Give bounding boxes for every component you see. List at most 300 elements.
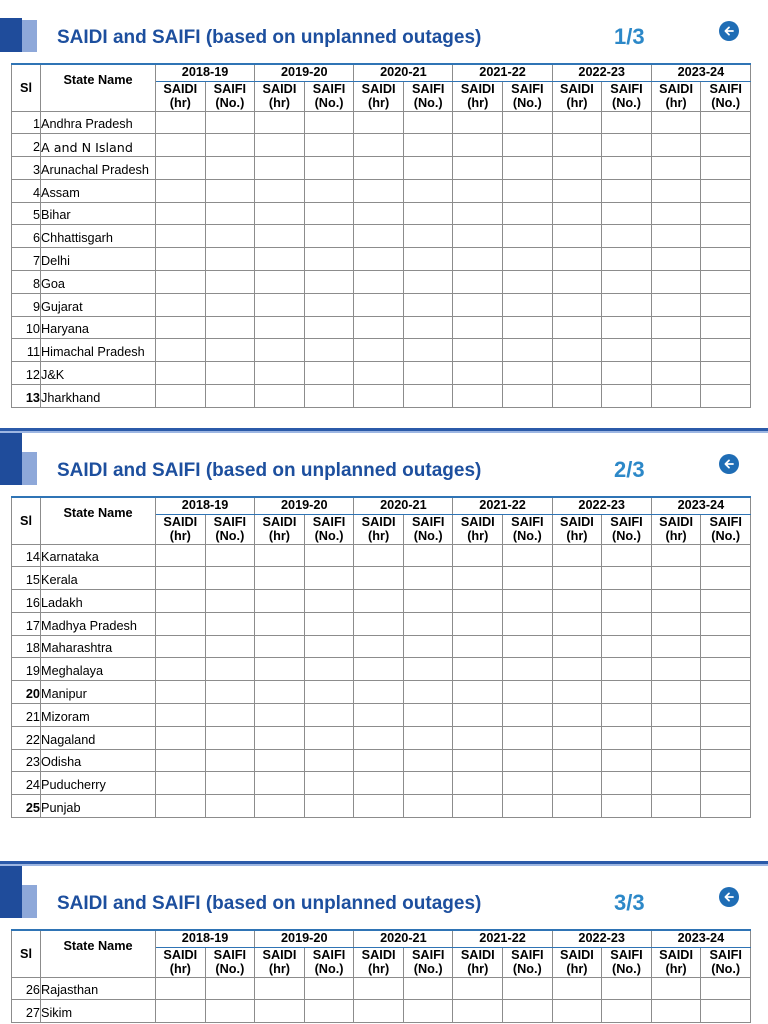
metric-unit: (hr) [467,962,489,976]
value-cell [602,248,652,271]
metric-name: SAIDI [460,82,495,96]
slide-title: SAIDI and SAIFI (based on unplanned outages) [57,893,482,914]
serial-number: 27 [12,1000,41,1023]
value-cell [602,1000,652,1023]
slide-panel [0,433,768,866]
value-cell [552,795,602,818]
value-cell [304,749,354,772]
value-cell [304,362,354,385]
value-cell [255,339,305,362]
value-cell [205,339,255,362]
serial-number: 8 [12,271,41,294]
value-cell [156,111,206,134]
serial-number: 13 [12,385,41,408]
serial-number: 15 [12,567,41,590]
slide-title: SAIDI and SAIFI (based on unplanned outages) [57,27,482,48]
metric-name: SAIDI [559,82,594,96]
value-cell [255,658,305,681]
metric-name: SAIDI [163,515,198,529]
value-cell [602,179,652,202]
value-cell [403,225,453,248]
value-cell [602,704,652,727]
value-cell [552,111,602,134]
value-cell [156,225,206,248]
value-cell [255,681,305,704]
state-name: Manipur [41,681,156,704]
state-name: Chhattisgarh [41,225,156,248]
value-cell [354,977,404,1000]
value-cell [255,179,305,202]
accent-block-light [22,452,37,485]
metric-unit: (No.) [413,529,443,543]
back-button[interactable] [719,21,739,41]
metric-header-saifi [304,514,354,544]
value-cell [205,544,255,567]
value-cell [403,726,453,749]
metric-header-saifi [403,947,453,977]
state-name: Mizoram [41,704,156,727]
value-cell [255,293,305,316]
value-cell [255,362,305,385]
value-cell [354,202,404,225]
metric-header-saidi [651,947,701,977]
value-cell [701,339,751,362]
column-header-state-name: State Name [41,930,156,977]
value-cell [701,385,751,408]
table-row [12,704,751,727]
page-indicator: 2/3 [614,457,645,482]
value-cell [156,293,206,316]
state-name: Goa [41,271,156,294]
value-cell [552,316,602,339]
value-cell [453,590,503,613]
value-cell [552,726,602,749]
value-cell [255,134,305,157]
accent-block-light [22,20,37,52]
slide-panel [0,0,768,433]
value-cell [701,772,751,795]
value-cell [205,658,255,681]
metric-header-saidi [552,514,602,544]
value-cell [453,612,503,635]
value-cell [651,726,701,749]
metric-header-saidi [354,514,404,544]
value-cell [354,681,404,704]
state-name: Puducherry [41,772,156,795]
value-cell [156,749,206,772]
metric-unit: (No.) [215,529,245,543]
value-cell [205,385,255,408]
metric-header-saidi [651,514,701,544]
value-cell [403,635,453,658]
state-name: Sikim [41,1000,156,1023]
serial-number: 25 [12,795,41,818]
value-cell [453,977,503,1000]
metric-unit: (hr) [665,529,687,543]
value-cell [354,271,404,294]
value-cell [403,111,453,134]
year-header: 2021-22 [453,64,552,81]
value-cell [304,271,354,294]
value-cell [205,293,255,316]
metric-unit: (No.) [612,962,641,976]
value-cell [304,704,354,727]
value-cell [156,704,206,727]
value-cell [701,681,751,704]
year-header: 2022-23 [552,930,651,947]
value-cell [503,590,553,613]
back-arrow-glyph [725,460,733,467]
value-cell [602,362,652,385]
state-name: Maharashtra [41,635,156,658]
table-row [12,544,751,567]
metric-name: SAIFI [411,82,445,96]
metric-header-saidi [453,947,503,977]
serial-number: 21 [12,704,41,727]
value-cell [602,202,652,225]
metric-header-saidi [255,514,305,544]
value-cell [156,248,206,271]
state-name: J&K [41,362,156,385]
metric-unit: (No.) [612,529,641,543]
value-cell [453,225,503,248]
value-cell [651,202,701,225]
value-cell [156,202,206,225]
value-cell [255,544,305,567]
back-button[interactable] [719,887,739,907]
metric-unit: (hr) [368,962,390,976]
table-row [12,1000,751,1023]
table-row [12,339,751,362]
value-cell [552,681,602,704]
value-cell [354,339,404,362]
metric-header-saidi [354,947,404,977]
serial-number: 5 [12,202,41,225]
state-name: Kerala [41,567,156,590]
metric-unit: (hr) [268,529,291,543]
metric-unit: (No.) [215,962,245,976]
value-cell [453,726,503,749]
value-cell [403,134,453,157]
year-header: 2023-24 [651,497,750,514]
value-cell [255,635,305,658]
value-cell [255,271,305,294]
metric-name: SAIDI [361,82,396,96]
value-cell [354,134,404,157]
metric-name: SAIDI [361,948,396,962]
value-cell [403,362,453,385]
value-cell [255,567,305,590]
value-cell [403,567,453,590]
value-cell [255,157,305,180]
metric-name: SAIDI [262,948,297,962]
value-cell [651,977,701,1000]
value-cell [552,612,602,635]
value-cell [552,1000,602,1023]
value-cell [354,795,404,818]
back-button[interactable] [719,454,739,474]
metric-header-saidi [156,514,206,544]
value-cell [503,316,553,339]
value-cell [453,772,503,795]
metric-unit: (hr) [566,96,588,110]
metric-unit: (No.) [711,962,741,976]
value-cell [701,362,751,385]
serial-number: 22 [12,726,41,749]
value-cell [552,202,602,225]
value-cell [205,179,255,202]
value-cell [503,225,553,248]
value-cell [304,567,354,590]
table-row [12,179,751,202]
state-name: A and N Island [41,134,156,157]
value-cell [503,385,553,408]
value-cell [602,385,652,408]
value-cell [651,111,701,134]
value-cell [354,111,404,134]
metric-unit: (No.) [512,96,542,110]
saidi-saifi-table [11,63,751,408]
table-row [12,316,751,339]
metric-header-saifi [701,947,751,977]
year-header: 2020-21 [354,64,453,81]
value-cell [552,248,602,271]
value-cell [403,977,453,1000]
value-cell [651,271,701,294]
year-header: 2021-22 [453,930,552,947]
value-cell [453,1000,503,1023]
table-header [12,930,751,977]
table-row [12,795,751,818]
value-cell [552,271,602,294]
metric-name: SAIFI [411,515,445,529]
value-cell [354,225,404,248]
value-cell [255,202,305,225]
slide-panel [0,866,768,1024]
value-cell [552,339,602,362]
back-arrow-icon [723,458,735,470]
metric-unit: (hr) [169,962,191,976]
state-name: Bihar [41,202,156,225]
value-cell [354,385,404,408]
year-header: 2021-22 [453,497,552,514]
value-cell [156,271,206,294]
serial-number: 1 [12,111,41,134]
value-cell [156,179,206,202]
metric-name: SAIDI [361,515,396,529]
value-cell [453,544,503,567]
value-cell [503,111,553,134]
value-cell [552,567,602,590]
serial-number: 17 [12,612,41,635]
value-cell [453,567,503,590]
value-cell [255,977,305,1000]
serial-number: 20 [12,681,41,704]
value-cell [255,772,305,795]
value-cell [354,635,404,658]
metric-name: SAIFI [511,82,544,96]
value-cell [205,225,255,248]
value-cell [453,704,503,727]
value-cell [205,316,255,339]
value-cell [552,385,602,408]
value-cell [156,681,206,704]
value-cell [354,658,404,681]
metric-header-saifi [503,514,553,544]
metric-unit: (No.) [711,529,741,543]
value-cell [403,157,453,180]
value-cell [651,316,701,339]
metric-header-saifi [205,81,255,111]
table-row [12,293,751,316]
value-cell [156,385,206,408]
value-cell [701,704,751,727]
state-name: Ladakh [41,590,156,613]
value-cell [552,293,602,316]
value-cell [304,795,354,818]
value-cell [651,179,701,202]
value-cell [156,612,206,635]
value-cell [602,339,652,362]
metric-name: SAIFI [213,82,247,96]
state-name: Andhra Pradesh [41,111,156,134]
value-cell [701,225,751,248]
value-cell [503,339,553,362]
table-body [12,977,751,1023]
table-row [12,385,751,408]
value-cell [503,658,553,681]
back-arrow-icon [723,25,735,37]
value-cell [354,726,404,749]
value-cell [701,271,751,294]
value-cell [403,795,453,818]
value-cell [651,590,701,613]
value-cell [354,772,404,795]
value-cell [503,772,553,795]
value-cell [255,316,305,339]
header-row-years [12,930,751,947]
metric-unit: (No.) [711,96,741,110]
value-cell [701,795,751,818]
column-header-sl: Sl [12,930,41,977]
table-row [12,590,751,613]
value-cell [354,362,404,385]
value-cell [552,362,602,385]
table-row [12,567,751,590]
value-cell [156,339,206,362]
back-arrow-glyph [725,893,733,900]
table-header [12,497,751,544]
metric-header-saidi [453,81,503,111]
value-cell [701,658,751,681]
value-cell [453,134,503,157]
value-cell [403,612,453,635]
value-cell [503,704,553,727]
value-cell [651,612,701,635]
value-cell [651,567,701,590]
metric-name: SAIDI [163,82,198,96]
accent-block-dark [0,18,22,52]
metric-name: SAIDI [163,948,198,962]
value-cell [255,749,305,772]
value-cell [701,612,751,635]
value-cell [453,681,503,704]
value-cell [354,293,404,316]
value-cell [156,977,206,1000]
value-cell [453,271,503,294]
value-cell [453,658,503,681]
value-cell [552,749,602,772]
value-cell [552,157,602,180]
value-cell [602,772,652,795]
value-cell [354,248,404,271]
serial-number: 4 [12,179,41,202]
value-cell [453,202,503,225]
value-cell [354,704,404,727]
metric-name: SAIFI [709,515,742,529]
serial-number: 24 [12,772,41,795]
value-cell [354,544,404,567]
value-cell [602,111,652,134]
value-cell [205,202,255,225]
metric-unit: (hr) [566,529,588,543]
value-cell [255,1000,305,1023]
state-name: Gujarat [41,293,156,316]
value-cell [503,1000,553,1023]
value-cell [156,772,206,795]
year-header: 2018-19 [156,497,255,514]
value-cell [602,544,652,567]
value-cell [156,658,206,681]
back-arrow-glyph [725,27,733,34]
value-cell [701,157,751,180]
metric-unit: (No.) [612,96,641,110]
metric-name: SAIFI [312,82,346,96]
value-cell [304,635,354,658]
value-cell [701,316,751,339]
value-cell [701,726,751,749]
value-cell [503,681,553,704]
value-cell [503,567,553,590]
page-indicator: 1/3 [614,24,645,49]
value-cell [552,704,602,727]
metric-name: SAIDI [460,948,495,962]
metric-unit: (No.) [413,962,443,976]
value-cell [701,977,751,1000]
value-cell [255,111,305,134]
table-row [12,362,751,385]
table-row [12,271,751,294]
value-cell [651,704,701,727]
value-cell [156,567,206,590]
state-name: Odisha [41,749,156,772]
metric-name: SAIFI [709,948,742,962]
value-cell [602,612,652,635]
value-cell [701,134,751,157]
value-cell [701,111,751,134]
metric-name: SAIDI [659,82,693,96]
value-cell [552,590,602,613]
value-cell [354,1000,404,1023]
serial-number: 14 [12,544,41,567]
value-cell [503,157,553,180]
value-cell [304,772,354,795]
year-header: 2023-24 [651,930,750,947]
value-cell [651,362,701,385]
table-body [12,111,751,407]
value-cell [552,977,602,1000]
year-header: 2022-23 [552,497,651,514]
